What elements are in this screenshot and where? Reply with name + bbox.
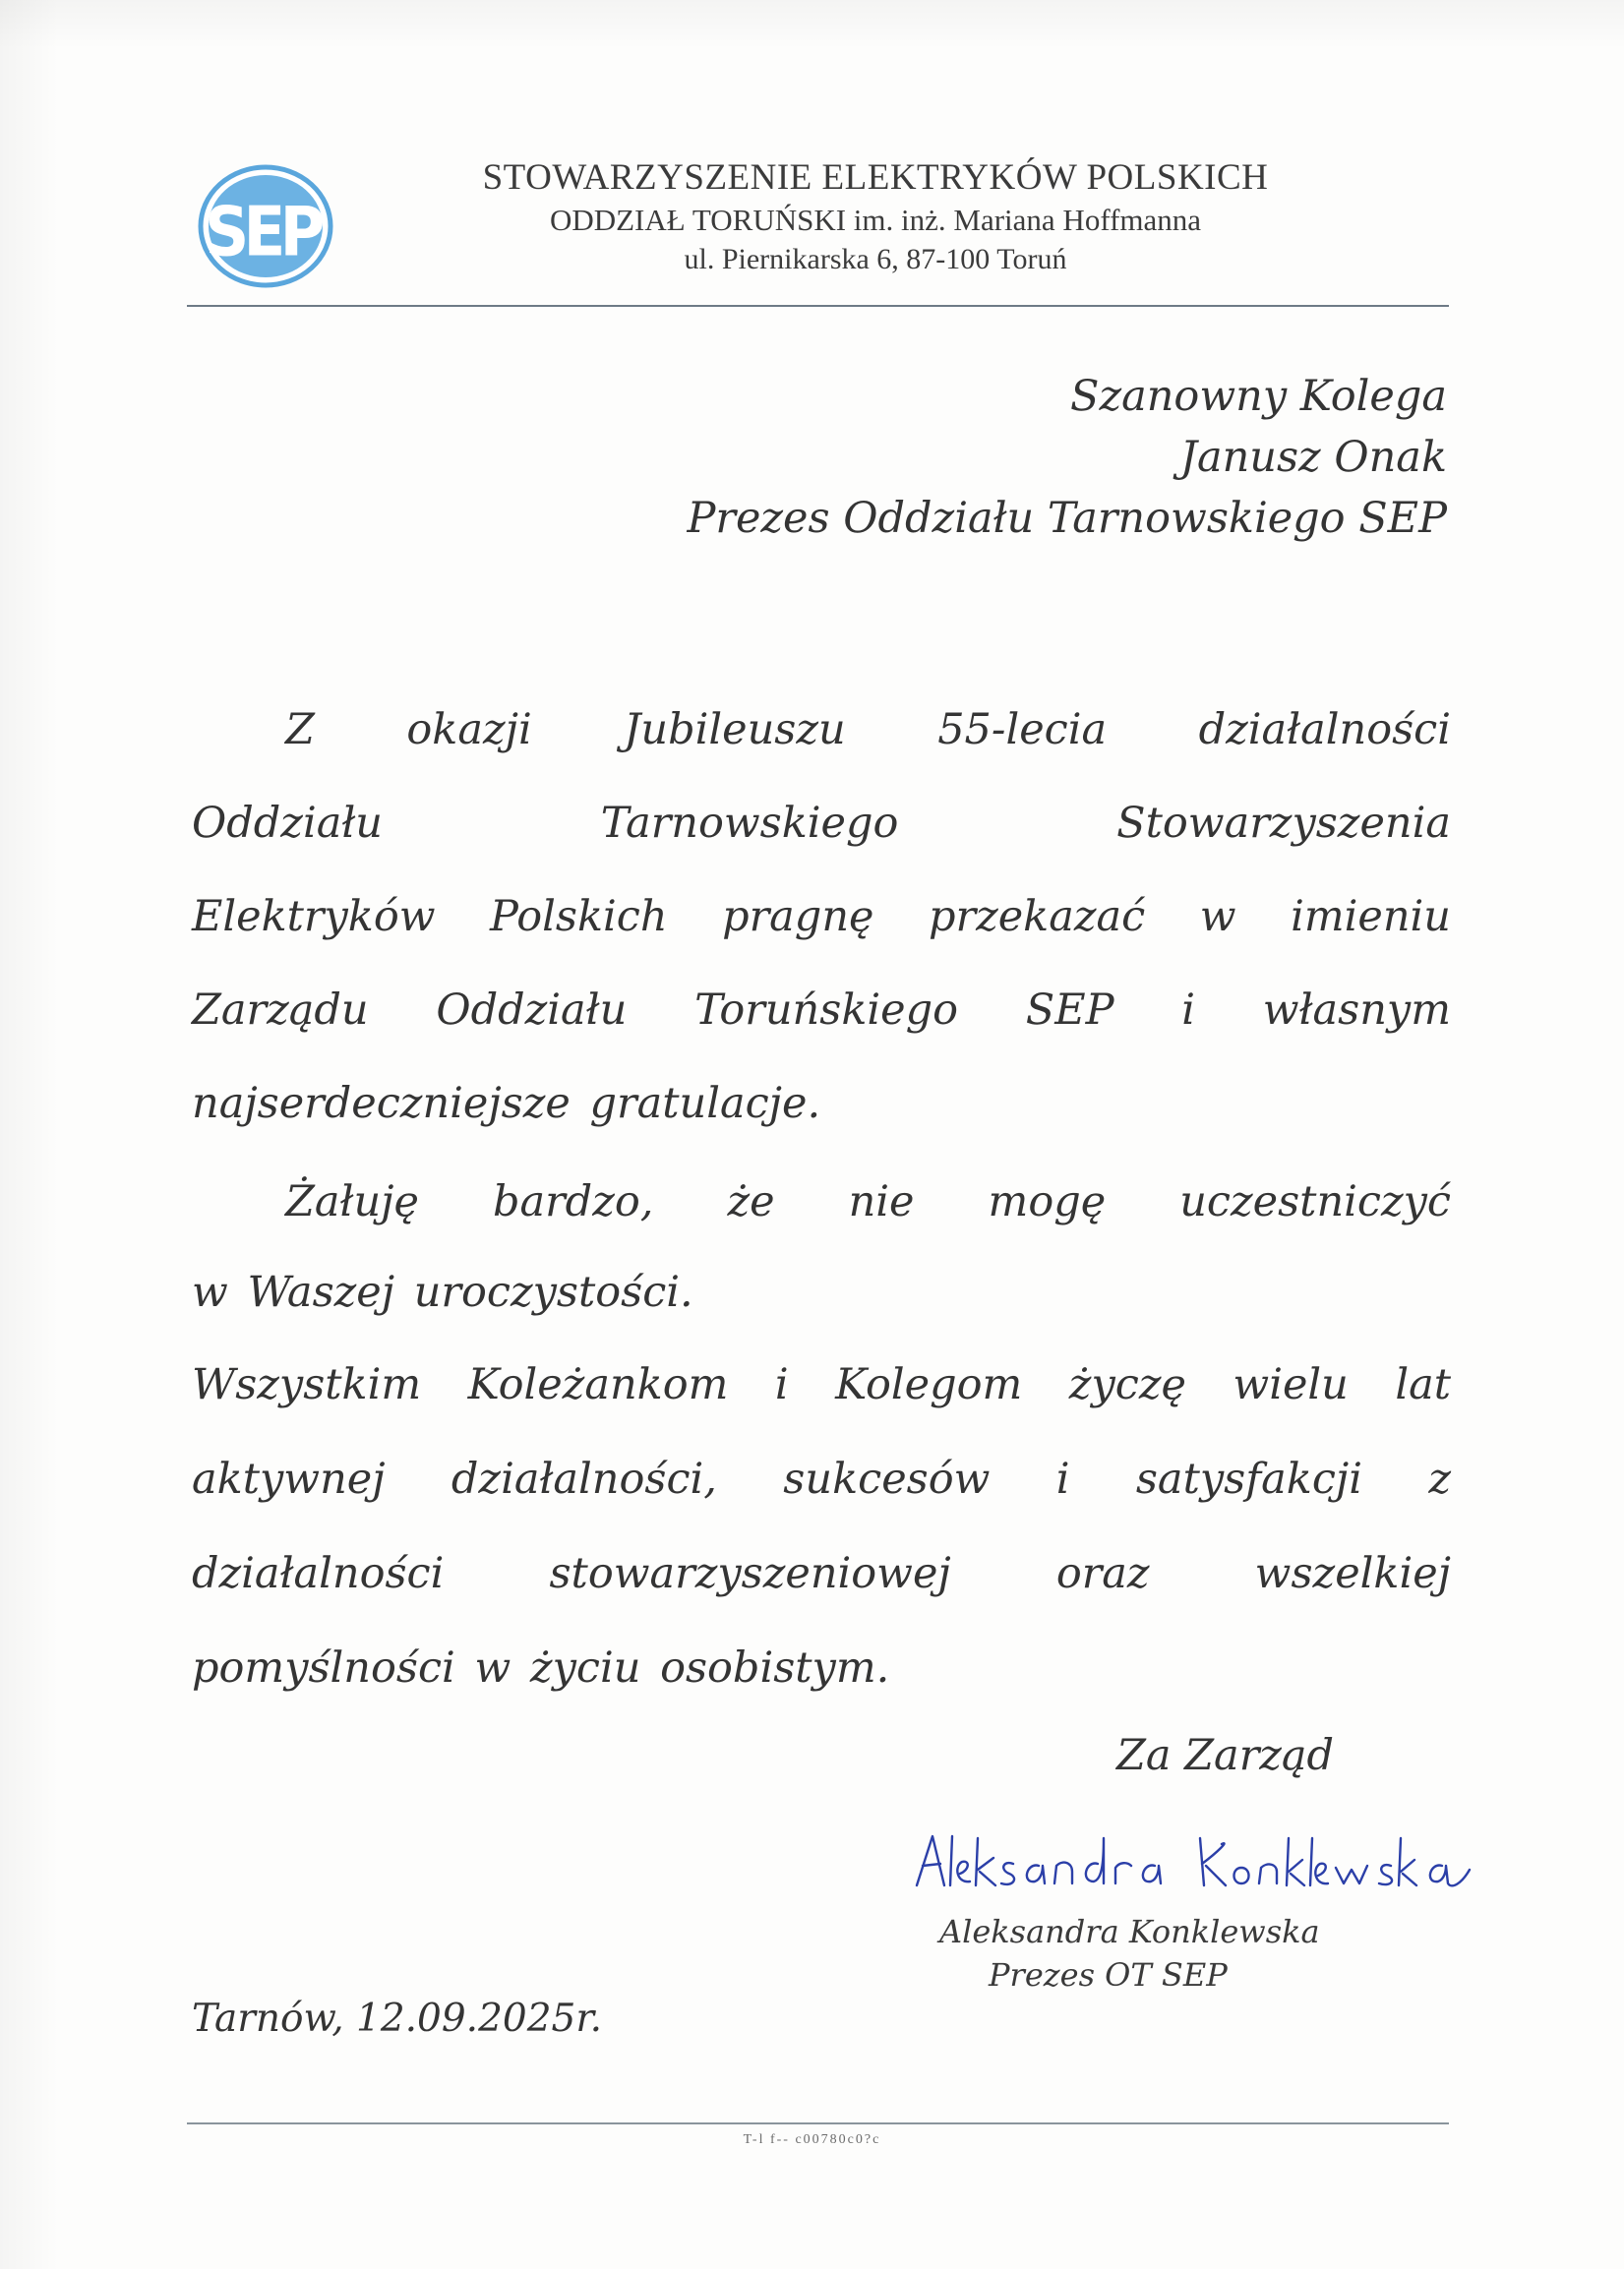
- body-line: pomyślności w życiu osobistym.: [192, 1643, 890, 1693]
- body-line: działalności stowarzyszeniowej oraz wszelkiej: [192, 1549, 1451, 1598]
- body-paragraph-3: [192, 1338, 1451, 1715]
- body-line: Zarządu Oddziału Toruńskiego SEP i własnym: [192, 985, 1451, 1035]
- closing-phrase: Za Zarząd: [1116, 1731, 1335, 1780]
- footer-contact-fragment: T-l f-- c00780c0?c: [743, 2132, 881, 2147]
- letterhead-divider: [187, 305, 1449, 307]
- body-line: Żałuję bardzo, że nie mogę uczestniczyć: [285, 1177, 1451, 1226]
- scan-edge-shadow: [0, 0, 59, 2269]
- addressee-salutation: Szanowny Kolega: [1069, 372, 1447, 421]
- body-line: w Waszej uroczystości.: [192, 1268, 693, 1317]
- logo-lettering: SEP: [205, 192, 320, 272]
- addressee-name: Janusz Onak: [1179, 433, 1447, 482]
- signer-block: [939, 1910, 1320, 1997]
- org-address: ul. Piernikarska 6, 87-100 Toruń: [684, 243, 1067, 275]
- letterhead: [354, 155, 1397, 279]
- body-line: Wszystkim Koleżankom i Kolegom życzę wielu lat: [192, 1360, 1451, 1409]
- footer-divider: [187, 2122, 1449, 2124]
- body-line: Z okazji Jubileuszu 55-lecia działalności: [285, 705, 1451, 754]
- org-name: STOWARZYSZENIE ELEKTRYKÓW POLSKICH: [482, 157, 1269, 198]
- place-and-date: Tarnów, 12.09.2025r.: [192, 1997, 603, 2041]
- scan-top-shadow: [0, 0, 1624, 49]
- signer-role: Prezes OT SEP: [989, 1956, 1228, 1994]
- body-paragraph-1: [192, 684, 1451, 1151]
- body-line: Oddziału Tarnowskiego Stowarzyszenia: [192, 799, 1451, 848]
- body-line: najserdeczniejsze gratulacje.: [192, 1079, 821, 1128]
- branch-name: ODDZIAŁ TORUŃSKI im. inż. Mariana Hoffmanna: [549, 203, 1202, 237]
- body-paragraph-2: [192, 1157, 1451, 1338]
- body-line: aktywnej działalności, sukcesów i satysfakcji z: [192, 1455, 1451, 1504]
- addressee-block: [687, 366, 1447, 549]
- signer-name: Aleksandra Konklewska: [939, 1913, 1320, 1950]
- sep-logo: [197, 162, 334, 290]
- handwritten-signature: [905, 1824, 1495, 1903]
- addressee-title: Prezes Oddziału Tarnowskiego SEP: [687, 494, 1447, 543]
- body-line: Elektryków Polskich pragnę przekazać w imieniu: [192, 892, 1451, 941]
